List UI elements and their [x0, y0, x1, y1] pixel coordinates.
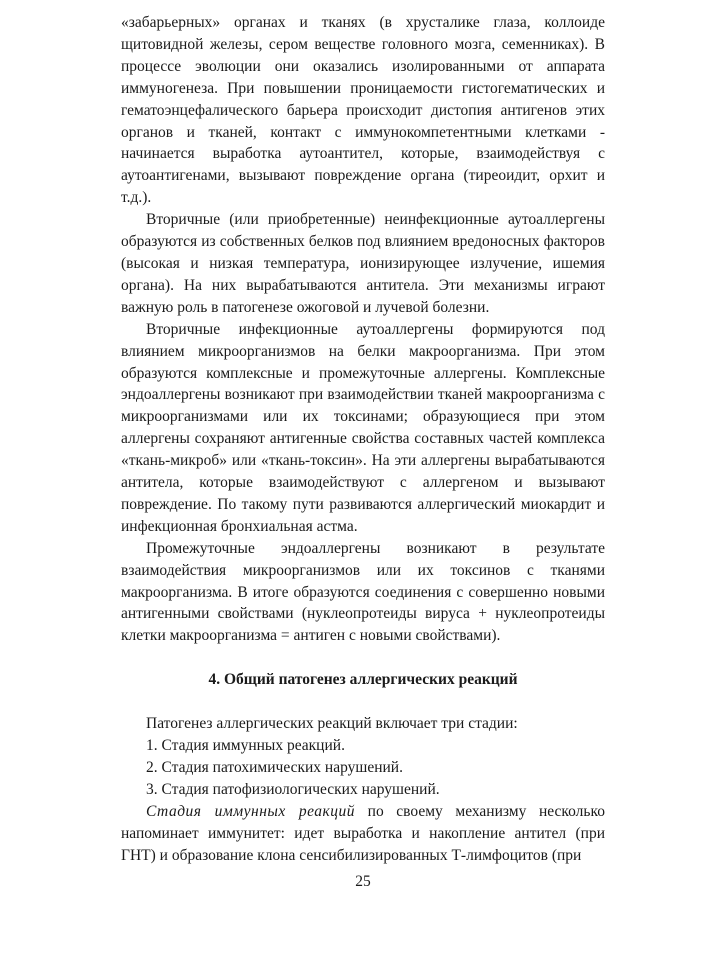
paragraph-immune-stage [121, 801, 605, 867]
paragraph-infectious-autoallergens: Вторичные инфекционные аутоаллергены формируются под влиянием микроорганизмов на белки макроорганизма. При этом образуются комплексные и промежуточные аллергены. Комплексные эндоаллергены возникают при взаимодействии тканей макроорганизма с микроорганизмами или их токсинами; образующиеся при этом аллергены сохраняют антигенные свойства составных частей комплекса «ткань-микроб» или «ткань-токсин». На эти аллергены вырабатываются антитела, которые взаимодействуют с аллергеном и вызывают повреждение. По такому пути развиваются аллергический миокардит и инфекционная бронхиальная астма. [121, 320, 605, 535]
paragraph-noninfectious-autoallergens: Вторичные (или приобретенные) неинфекционные аутоаллергены образуются из собственных белков под влиянием вредоносных факторов (высокая и низкая температура, ионизирующее излучение, ишемия органа). На них вырабатываются антитела. Эти механизмы играют важную роль в патогенезе ожоговой и лучевой болезни. [121, 211, 605, 316]
paragraph-barrier-antigens: «забарьерных» органах и тканях (в хрусталике глаза, коллоиде щитовидной железы, сером веществе головного мозга, семенниках). В процессе эволюции они оказались изолированными от аппарата иммуногенеза. При повышении проницаемости гистогематических и гематоэнцефалического барьера происходит дистопия антигенов этих органов и тканей, контакт с иммунокомпетентными клетками - начинается выработка аутоантител, которые, взаимодействуя с аутоантигенами, вызывают повреждение органа (тиреоидит, орхит и т.д.). [121, 14, 605, 207]
paragraph-immune-stage-text: по своему механизму несколько напоминает иммунитет: идет выработка и накопление антител (при ГНТ) и образование клона сенсибилизированных Т-лимфоцитов (при [121, 802, 605, 864]
stage-list-item: 1. Стадия иммунных реакций. [146, 737, 345, 755]
stage-list-item: 3. Стадия патофизиологических нарушений. [146, 781, 440, 798]
section-lead-text: Патогенез аллергических реакций включает три стадии: [146, 715, 518, 733]
document-page [121, 12, 605, 893]
emphasized-term: Стадия иммунных реакций [146, 802, 356, 820]
paragraph-intermediate-endoallergens: Промежуточные эндоаллергены возникают в результате взаимодействия микроорганизмов или их токсинов с тканями макроорганизма. В итоге образуются соединения с совершенно новыми антигенными свойствами (нуклеопротеиды вируса + нуклеопротеиды клетки макроорганизма = антиген с новыми свойствами). [121, 539, 605, 645]
stage-list-item: 2. Стадия патохимических нарушений. [146, 759, 403, 777]
page-number: 25 [355, 872, 371, 890]
section-heading: 4. Общий патогенез аллергических реакций [208, 671, 518, 689]
